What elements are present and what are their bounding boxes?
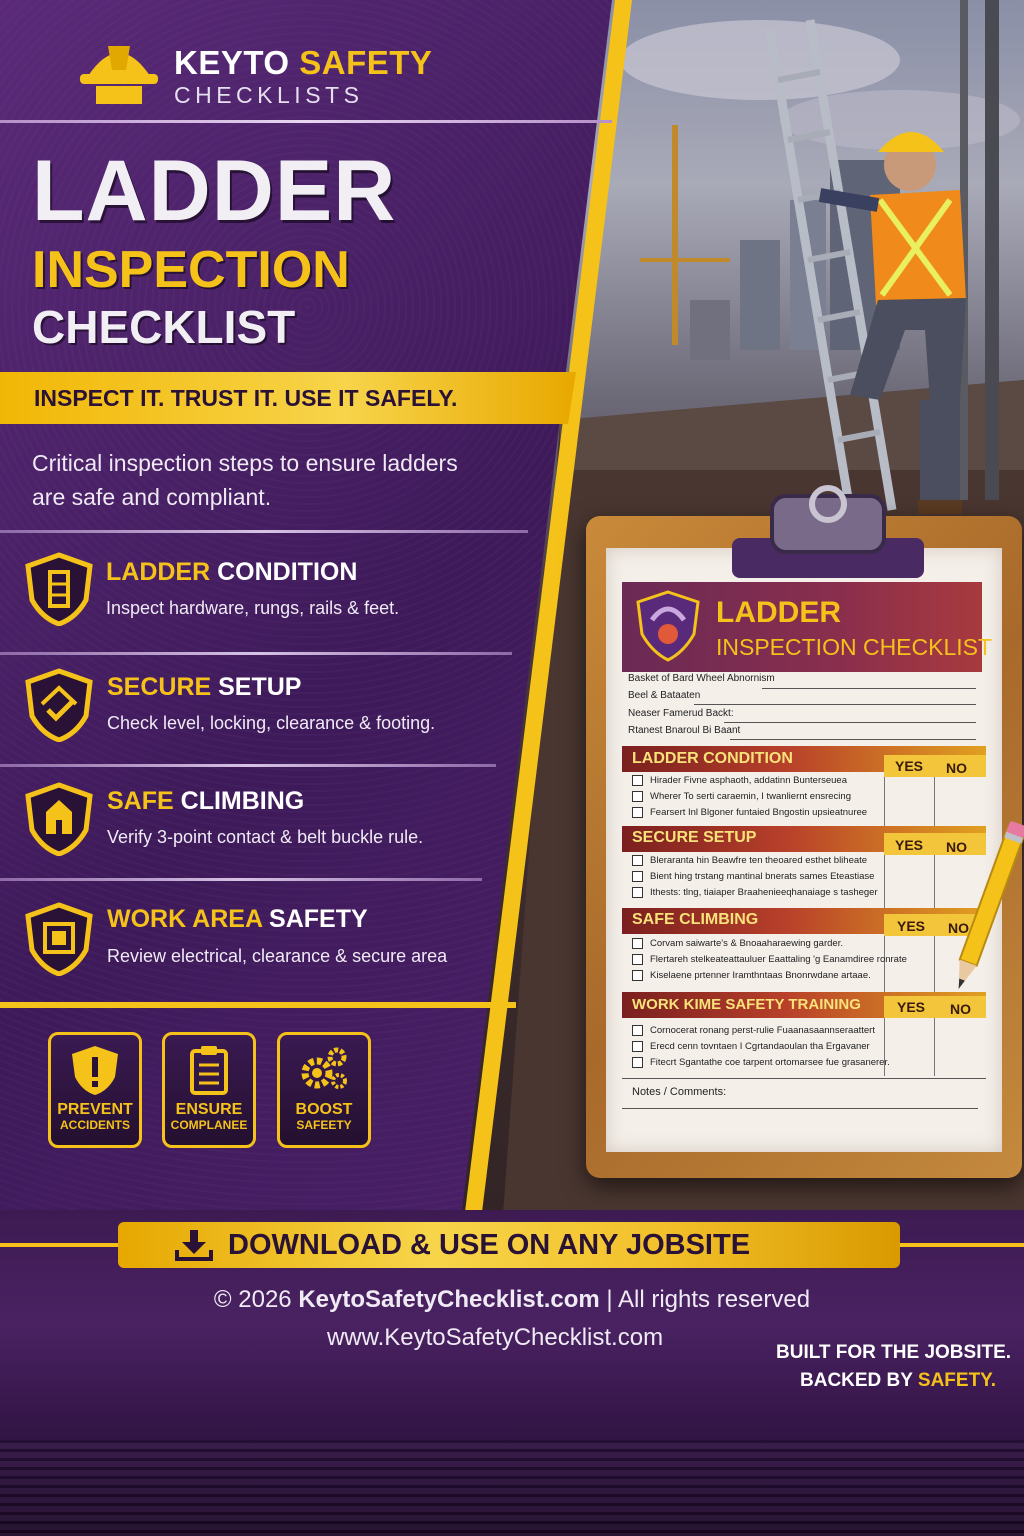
no-label: NO bbox=[948, 920, 969, 936]
footer-texture bbox=[0, 1440, 1024, 1536]
checklist-item: Bleraranta hin Beawfre ten theoared esthet bliheate bbox=[650, 855, 868, 866]
benefit-line-2: ACCIDENTS bbox=[59, 1118, 130, 1132]
feature-description: Verify 3-point contact & belt buckle rule. bbox=[107, 827, 424, 847]
form-field-label: Beel & Bataaten bbox=[628, 690, 701, 701]
copyright-text: © 2026 KeytoSafetyChecklist.com | All rights reserved bbox=[213, 1286, 811, 1313]
checkbox[interactable] bbox=[632, 954, 643, 965]
divider bbox=[0, 652, 512, 655]
table-bottom-line bbox=[622, 1078, 986, 1079]
headline-line-3: CHECKLIST bbox=[32, 301, 296, 353]
checklist-item: Flertareh stelkeateattauluer Eaattaling 'g Eanamdiree ronrate bbox=[650, 954, 907, 965]
benefit-line-1: PREVENT bbox=[57, 1101, 133, 1118]
download-text: DOWNLOAD & USE ON ANY JOBSITE bbox=[228, 1229, 751, 1261]
hard-hat-icon bbox=[78, 36, 160, 106]
checkbox[interactable] bbox=[632, 1041, 643, 1052]
clipboard-clip bbox=[712, 474, 944, 582]
section-title: SECURE SETUP bbox=[632, 829, 757, 846]
section-title: LADDER CONDITION bbox=[632, 750, 793, 767]
brand-subtitle: CHECKLISTS bbox=[174, 82, 364, 108]
checkbox[interactable] bbox=[632, 1057, 643, 1068]
ladder-badge-icon bbox=[636, 590, 700, 662]
form-field-line bbox=[730, 739, 976, 740]
headline-line-2: INSPECTION bbox=[32, 241, 350, 299]
checklist-item: Corvam saiwarte's & Bnoaaharaewing garder. bbox=[650, 938, 843, 949]
feature-description: Review electrical, clearance & secure area bbox=[107, 946, 448, 966]
no-label: NO bbox=[946, 839, 967, 855]
checklist-item: Fitecrt Sgantathe coe tarpent ortomarsee fue grasanerer. bbox=[650, 1057, 890, 1068]
ladder-shield-icon bbox=[24, 552, 94, 626]
divider bbox=[0, 1002, 516, 1008]
checklist-item: Fearsert Inl Blgoner funtaied Bngostin upsieatnuree bbox=[650, 807, 868, 818]
no-label: NO bbox=[950, 1001, 971, 1017]
notes-line bbox=[622, 1108, 978, 1109]
slogan-line-2: BACKED BY SAFETY. bbox=[800, 1370, 997, 1391]
alert-shield-icon bbox=[68, 1043, 122, 1097]
notes-label: Notes / Comments: bbox=[632, 1086, 727, 1098]
form-field-label: Basket of Bard Wheel Abnornism bbox=[628, 673, 775, 684]
benefit-boost-safety bbox=[277, 1032, 371, 1148]
feature-title: SAFE CLIMBING bbox=[107, 787, 305, 815]
no-label: NO bbox=[946, 760, 967, 776]
section-title: WORK KIME SAFETY TRAINING bbox=[632, 996, 861, 1013]
pencil-icon bbox=[950, 816, 1024, 1006]
checkbox[interactable] bbox=[632, 775, 643, 786]
work-area-shield-icon bbox=[24, 902, 94, 976]
form-field-label: Neaser Famerud Backt: bbox=[628, 708, 734, 719]
section-title: SAFE CLIMBING bbox=[632, 911, 759, 928]
feature-title: SECURE SETUP bbox=[107, 673, 302, 701]
feature-title: LADDER CONDITION bbox=[106, 558, 358, 586]
divider bbox=[0, 530, 528, 533]
website-link[interactable]: www.KeytoSafetyChecklist.com bbox=[326, 1324, 664, 1351]
checklist-title: LADDER bbox=[716, 596, 841, 629]
checklist-item: Wherer To serti caraemin, I twanliernt ensrecing bbox=[650, 791, 851, 802]
yes-label: YES bbox=[897, 999, 926, 1015]
checkbox[interactable] bbox=[632, 887, 643, 898]
intro-text: Critical inspection steps to ensure ladders are safe and compliant. bbox=[32, 450, 458, 510]
checklist-item: Cornocerat ronang perst-rulie Fuaanasaannseraattert bbox=[650, 1025, 875, 1036]
checklist-item: Hirader Fivne asphaoth, addatinn Bunterseuea bbox=[650, 775, 847, 786]
benefit-line-1: ENSURE bbox=[175, 1101, 243, 1118]
tagline-text: INSPECT IT. TRUST IT. USE IT SAFELY. bbox=[34, 385, 458, 411]
divider bbox=[0, 764, 496, 767]
benefit-line-2: SAFEETY bbox=[296, 1118, 352, 1132]
form-field-line bbox=[724, 722, 976, 723]
brand-name: KEYTO SAFETY bbox=[174, 44, 433, 81]
checkbox[interactable] bbox=[632, 871, 643, 882]
slogan-line-1: BUILT FOR THE JOBSITE. bbox=[776, 1342, 1012, 1363]
feature-title: WORK AREA SAFETY bbox=[107, 905, 368, 933]
checkbox[interactable] bbox=[632, 855, 643, 866]
checkbox[interactable] bbox=[632, 938, 643, 949]
checkbox[interactable] bbox=[632, 1025, 643, 1036]
yes-label: YES bbox=[897, 918, 926, 934]
form-field-label: Rtanest Bnaroul Bi Baant bbox=[628, 725, 741, 736]
headline-line-1: LADDER bbox=[32, 143, 397, 239]
benefit-line-2: COMPLANEE bbox=[170, 1118, 248, 1132]
checkbox[interactable] bbox=[632, 807, 643, 818]
checklist-item: Kiselaene prtenner Iramthntaas Bnonrwdane artaae. bbox=[650, 970, 871, 981]
divider bbox=[0, 120, 612, 123]
yes-label: YES bbox=[895, 837, 924, 853]
climber-shield-icon bbox=[24, 782, 94, 856]
clipboard-icon bbox=[182, 1043, 236, 1097]
download-icon bbox=[174, 1228, 214, 1262]
feature-description: Check level, locking, clearance & footing. bbox=[107, 713, 436, 733]
form-field-line bbox=[694, 704, 976, 705]
divider bbox=[0, 878, 482, 881]
checklist-item: Bient hing trstang mantinal bnerats sames Eteastiase bbox=[650, 871, 875, 882]
benefit-prevent-accidents bbox=[48, 1032, 142, 1148]
checkbox[interactable] bbox=[632, 970, 643, 981]
benefit-ensure-compliance bbox=[162, 1032, 256, 1148]
gears-icon bbox=[297, 1043, 351, 1097]
house-check-shield-icon bbox=[24, 668, 94, 742]
checkbox[interactable] bbox=[632, 791, 643, 802]
checklist-item: Ithests: tlng, tiaiaper Braahenieeqhanaiage s tasheger bbox=[650, 887, 878, 898]
benefit-line-1: BOOST bbox=[295, 1101, 353, 1118]
yes-label: YES bbox=[895, 758, 924, 774]
form-field-line bbox=[762, 688, 976, 689]
checklist-item: Erecd cenn tovntaen I Cgrtandaoulan tha Ergavaner bbox=[650, 1041, 870, 1052]
feature-description: Inspect hardware, rungs, rails & feet. bbox=[106, 598, 400, 618]
checklist-subtitle: INSPECTION CHECKLIST bbox=[716, 634, 993, 660]
